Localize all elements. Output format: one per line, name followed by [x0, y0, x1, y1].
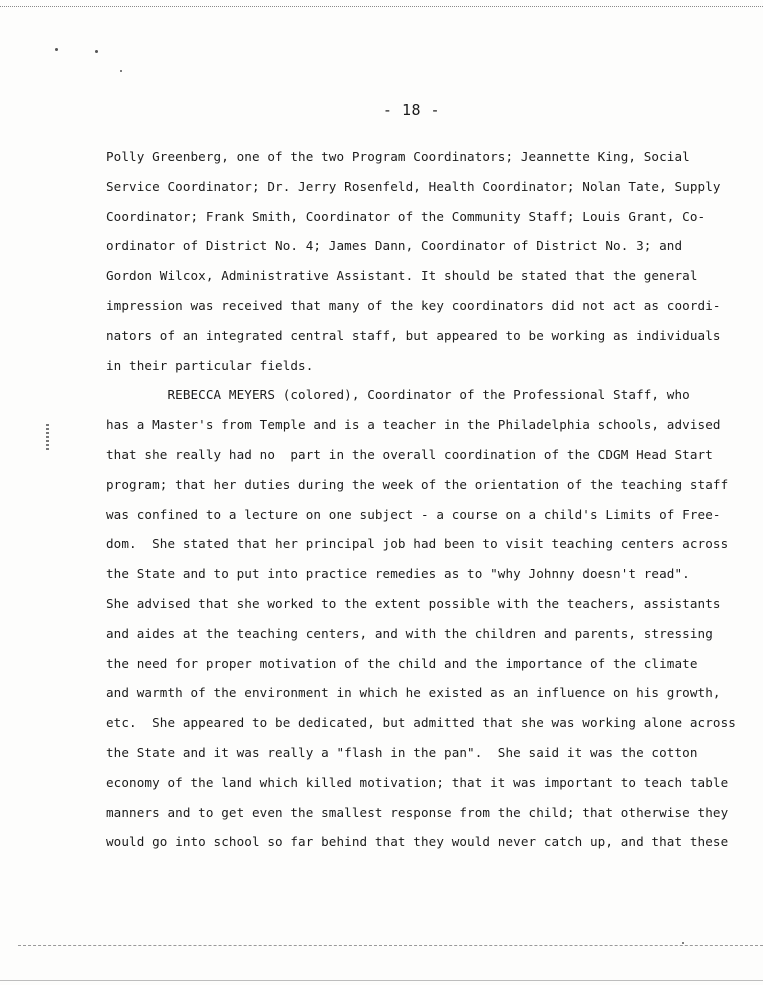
- top-scan-edge: [0, 6, 763, 7]
- text-line: has a Master's from Temple and is a teacher in the Philadelphia schools, advised: [106, 417, 721, 433]
- text-line: Gordon Wilcox, Administrative Assistant. It should be stated that the general: [106, 268, 698, 284]
- text-line: and aides at the teaching centers, and with the children and parents, stressing: [106, 625, 713, 641]
- margin-mark: [46, 424, 49, 452]
- bottom-scan-edge: [18, 945, 763, 946]
- text-line: dom. She stated that her principal job had been to visit teaching centers across: [106, 536, 729, 552]
- text-line: impression was received that many of the key coordinators did not act as coordi-: [106, 297, 721, 313]
- text-line: the State and to put into practice remedies as to "why Johnny doesn't read".: [106, 566, 690, 582]
- text-line: that she really had no part in the overall coordination of the CDGM Head Start: [106, 446, 713, 462]
- text-line: was confined to a lecture on one subject - a course on a child's Limits of Free-: [106, 506, 721, 522]
- text-line: would go into school so far behind that they would never catch up, and that these: [106, 834, 729, 850]
- text-line: ordinator of District No. 4; James Dann, Coordinator of District No. 3; and: [106, 238, 683, 254]
- text-line: She advised that she worked to the extent possible with the teachers, assistants: [106, 595, 721, 611]
- text-line: and warmth of the environment in which he existed as an influence on his growth,: [106, 685, 721, 701]
- text-line: economy of the land which killed motivation; that it was important to teach table: [106, 774, 729, 790]
- text-line: REBECCA MEYERS (colored), Coordinator of the Professional Staff, who: [106, 387, 690, 403]
- text-line: the need for proper motivation of the child and the importance of the climate: [106, 655, 698, 671]
- text-line: Coordinator; Frank Smith, Coordinator of the Community Staff; Louis Grant, Co-: [106, 208, 706, 224]
- bottom-page-edge: [0, 980, 763, 981]
- text-line: in their particular fields.: [106, 357, 314, 373]
- body-text: [106, 146, 746, 861]
- scan-speck: [682, 942, 684, 944]
- text-line: nators of an integrated central staff, but appeared to be working as individuals: [106, 327, 721, 343]
- scan-speck: [55, 48, 58, 51]
- scan-speck: [95, 50, 98, 53]
- text-line: program; that her duties during the week of the orientation of the teaching staff: [106, 476, 729, 492]
- page-number: - 18 -: [382, 101, 441, 119]
- scan-speck: [120, 70, 122, 72]
- text-line: Polly Greenberg, one of the two Program Coordinators; Jeannette King, Social: [106, 149, 690, 164]
- text-line: etc. She appeared to be dedicated, but admitted that she was working alone across: [106, 715, 736, 731]
- text-line: Service Coordinator; Dr. Jerry Rosenfeld, Health Coordinator; Nolan Tate, Supply: [106, 178, 721, 194]
- text-line: manners and to get even the smallest response from the child; that otherwise they: [106, 804, 729, 820]
- text-line: the State and it was really a "flash in the pan". She said it was the cotton: [106, 744, 698, 760]
